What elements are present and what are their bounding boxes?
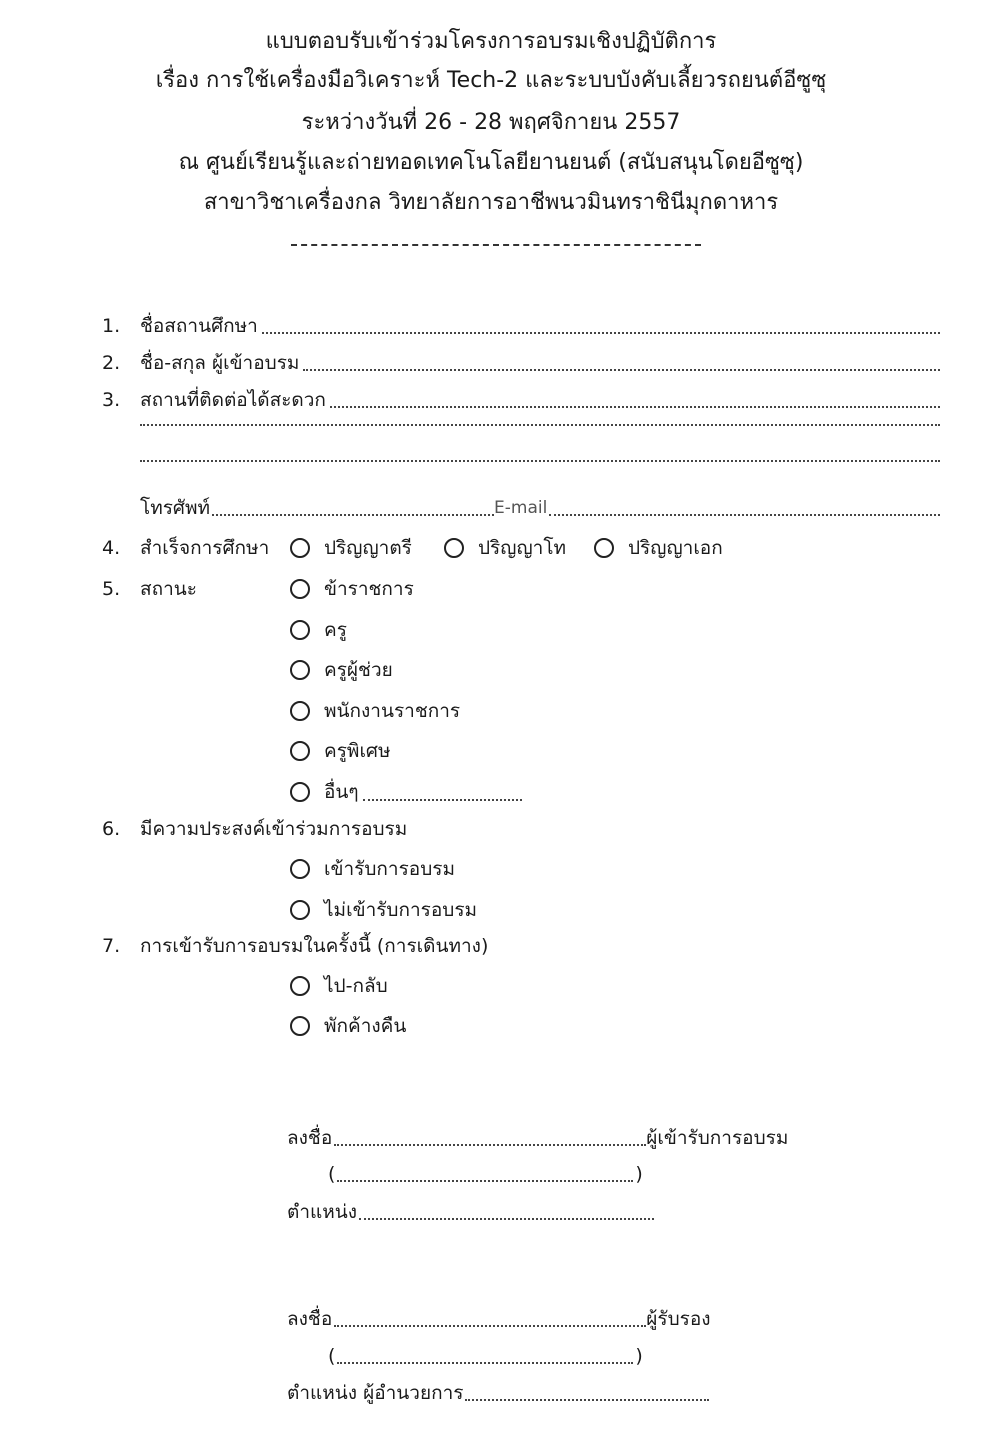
fullname-label: ชื่อ-สกุล ผู้เข้าอบรม (140, 352, 300, 374)
radio-attend[interactable] (290, 856, 455, 882)
radio-circle-icon[interactable] (290, 620, 310, 640)
address-label: สถานที่ติดต่อได้สะดวก (140, 389, 326, 411)
institution-label: ชื่อสถานศึกษา (140, 315, 258, 337)
address-line-2[interactable] (140, 424, 940, 426)
participant-name-parens (328, 1161, 643, 1187)
radio-doctorate[interactable] (594, 535, 723, 561)
form-venue: ณ ศูนย์เรียนรู้และถ่ายทอดเทคโนโลยียานยนต์ (สนับสนุนโดยอีซูซุ) (178, 150, 804, 175)
sign-label: ลงชื่อ (287, 1127, 333, 1149)
fullname-line[interactable] (303, 369, 940, 371)
radio-overnight[interactable] (290, 1013, 406, 1039)
address-field[interactable] (140, 387, 940, 413)
participant-signature (287, 1125, 788, 1151)
radio-circle-icon[interactable] (290, 976, 310, 996)
option-label: ครู (324, 619, 347, 641)
travel-label: การเข้ารับการอบรมในครั้งนี้ (การเดินทาง) (140, 935, 489, 957)
q4-number: 4. (102, 537, 121, 559)
contact-row (140, 495, 940, 521)
participant-position-line[interactable] (359, 1218, 654, 1220)
radio-not-attend[interactable] (290, 897, 477, 923)
option-label: พนักงานราชการ (324, 700, 461, 722)
radio-teacher[interactable] (290, 617, 347, 643)
radio-circle-icon[interactable] (290, 660, 310, 680)
email-line[interactable] (549, 514, 940, 516)
position-label: ตำแหน่ง ผู้อำนวยการ (287, 1382, 464, 1404)
radio-circle-icon[interactable] (594, 538, 614, 558)
radio-circle-icon[interactable] (290, 701, 310, 721)
open-paren: ( (328, 1345, 336, 1367)
option-label: อื่นๆ (324, 781, 359, 803)
certifier-role: ผู้รับรอง (646, 1308, 711, 1330)
q2-number: 2. (102, 352, 121, 374)
radio-circle-icon[interactable] (290, 1016, 310, 1036)
option-label: เข้ารับการอบรม (324, 858, 455, 880)
certifier-signature-line[interactable] (334, 1325, 646, 1327)
header-divider (291, 244, 701, 246)
phone-label: โทรศัพท์ (140, 497, 211, 519)
option-label: ไป-กลับ (324, 975, 388, 997)
institution-field[interactable] (140, 313, 940, 339)
address-extra-2[interactable] (140, 460, 940, 467)
intention-label: มีความประสงค์เข้าร่วมการอบรม (140, 818, 408, 840)
radio-circle-icon[interactable] (290, 900, 310, 920)
form-dates: ระหว่างวันที่ 26 - 28 พฤศจิกายน 2557 (301, 110, 681, 135)
option-label: ปริญญาตรี (324, 537, 412, 559)
option-label: ข้าราชการ (324, 578, 414, 600)
sign-label: ลงชื่อ (287, 1308, 333, 1330)
radio-circle-icon[interactable] (444, 538, 464, 558)
radio-circle-icon[interactable] (290, 782, 310, 802)
participant-name-line[interactable] (337, 1180, 633, 1182)
radio-government-employee[interactable] (290, 698, 460, 724)
q1-number: 1. (102, 315, 121, 337)
fullname-field[interactable] (140, 350, 940, 376)
certifier-position-line[interactable] (465, 1399, 709, 1401)
radio-circle-icon[interactable] (290, 538, 310, 558)
radio-civil-servant[interactable] (290, 576, 414, 602)
radio-circle-icon[interactable] (290, 579, 310, 599)
option-label: ปริญญาโท (478, 537, 567, 559)
option-label: ปริญญาเอก (628, 537, 723, 559)
radio-other[interactable] (290, 779, 522, 805)
participant-position (287, 1199, 654, 1225)
radio-circle-icon[interactable] (290, 859, 310, 879)
certifier-signature (287, 1306, 711, 1332)
option-label: พักค้างคืน (324, 1015, 407, 1037)
address-line-3[interactable] (140, 460, 940, 462)
address-line-1[interactable] (330, 406, 940, 408)
close-paren: ) (635, 1163, 643, 1185)
q7-number: 7. (102, 935, 121, 957)
radio-special-teacher[interactable] (290, 738, 391, 764)
other-specify-line[interactable] (363, 799, 522, 801)
form-subject: เรื่อง การใช้เครื่องมือวิเคราะห์ Tech-2 และระบบบังคับเลี้ยวรถยนต์อีซูซุ (155, 68, 827, 93)
close-paren: ) (635, 1345, 643, 1367)
q6-number: 6. (102, 818, 121, 840)
certifier-name-parens (328, 1343, 643, 1369)
participant-role: ผู้เข้ารับการอบรม (646, 1127, 789, 1149)
option-label: ครูพิเศษ (324, 740, 391, 762)
institution-line[interactable] (262, 332, 940, 334)
open-paren: ( (328, 1163, 336, 1185)
certifier-name-line[interactable] (337, 1362, 633, 1364)
form-title: แบบตอบรับเข้าร่วมโครงการอบรมเชิงปฏิบัติการ (265, 29, 717, 54)
education-label: สำเร็จการศึกษา (140, 537, 270, 559)
q3-number: 3. (102, 389, 121, 411)
option-label: ไม่เข้ารับการอบรม (324, 899, 478, 921)
form-organizer: สาขาวิชาเครื่องกล วิทยาลัยการอาชีพนวมินทราชินีมุกดาหาร (203, 190, 779, 215)
certifier-position (287, 1380, 709, 1406)
participant-signature-line[interactable] (334, 1144, 646, 1146)
q5-number: 5. (102, 578, 121, 600)
option-label: ครูผู้ช่วย (324, 659, 393, 681)
status-label: สถานะ (140, 578, 197, 600)
radio-master[interactable] (444, 535, 566, 561)
radio-circle-icon[interactable] (290, 741, 310, 761)
position-label: ตำแหน่ง (287, 1201, 358, 1223)
radio-bachelor[interactable] (290, 535, 412, 561)
radio-round-trip[interactable] (290, 973, 388, 999)
phone-line[interactable] (212, 514, 494, 516)
address-extra-1[interactable] (140, 424, 940, 431)
radio-assistant-teacher[interactable] (290, 657, 393, 683)
email-label: E-mail (494, 498, 548, 518)
